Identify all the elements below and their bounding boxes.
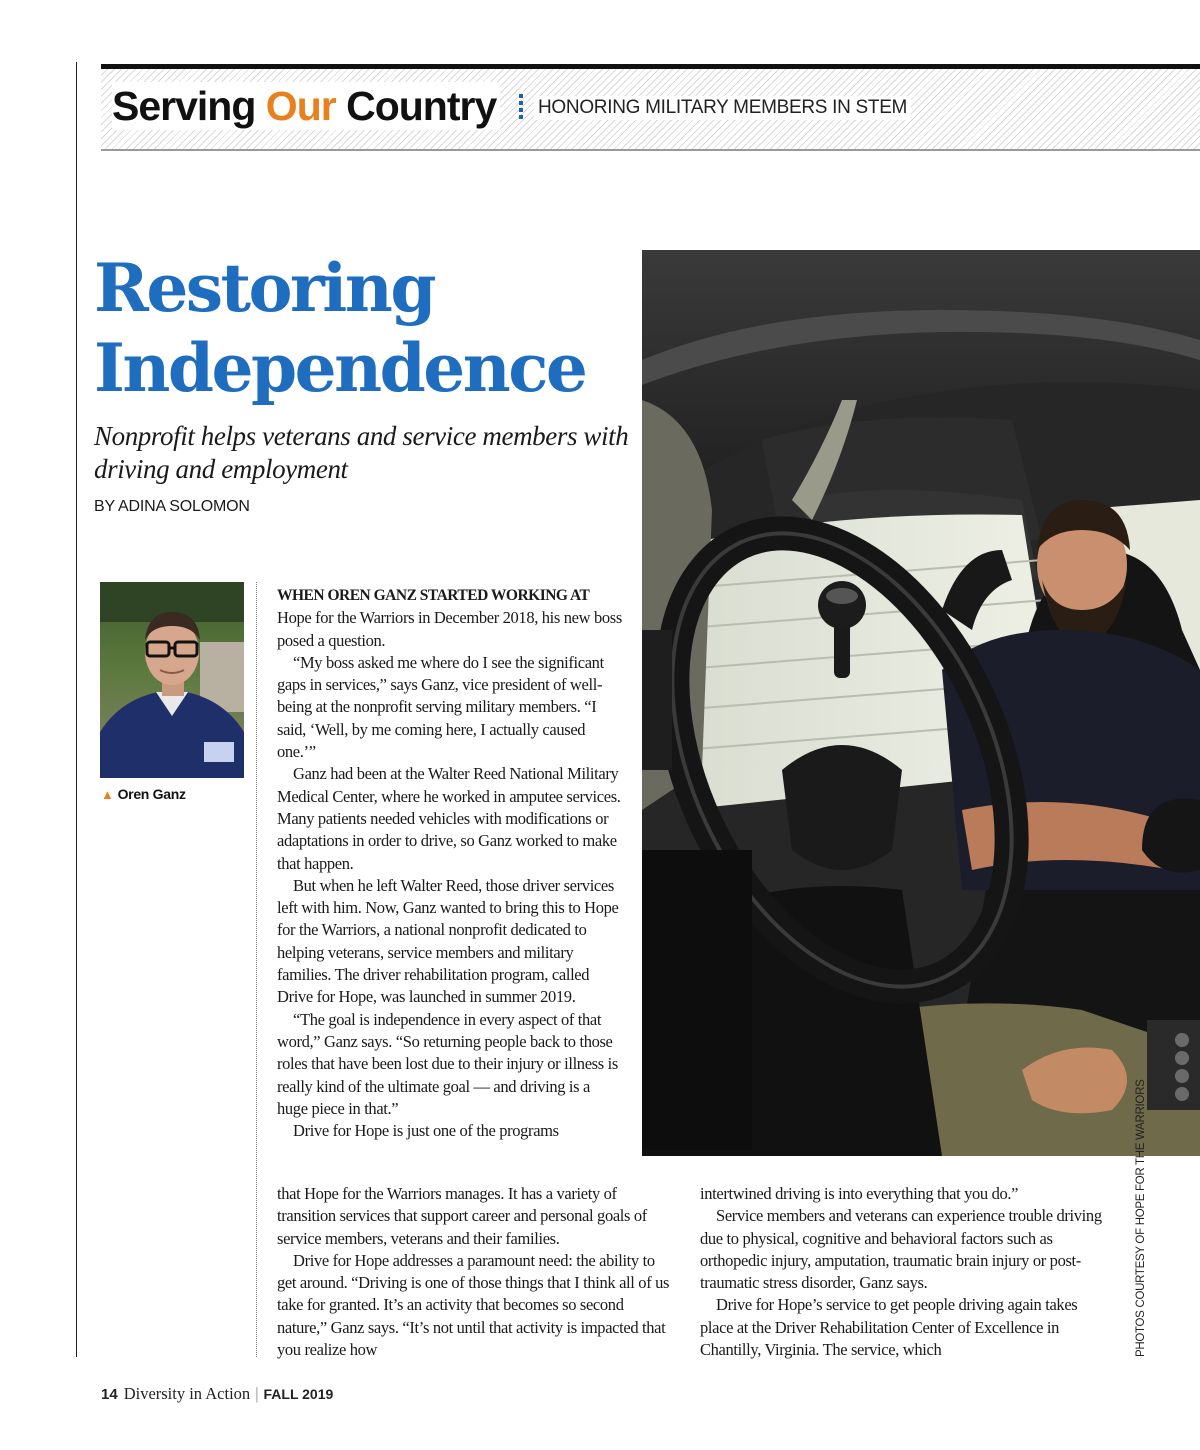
issue-label: FALL 2019 [263, 1386, 334, 1402]
body-paragraph-8: Service members and veterans can experience trouble driving due to physical, cognitive and behavioral factors such as orthopedic injury, amputation, traumatic brain injury or post-traumatic stress disorder, Ganz says. [700, 1206, 1102, 1293]
photo-credit: PHOTOS COURTESY OF HOPE FOR THE WARRIORS [1135, 1079, 1147, 1357]
paragraph-1-text: Hope for the Warriors in December 2018, his new boss posed a question. [277, 608, 622, 650]
banner-dotted-separator [519, 94, 523, 122]
body-paragraph-6-rest: that Hope for the Warriors manages. It has a variety of transition services that support career and personal goals of service members, veterans and their families. [277, 1184, 647, 1248]
body-paragraph-7: Drive for Hope addresses a paramount need: the ability to get around. “Driving is one of those things that I think all of us take for granted. It’s an activity that becomes so second nature,” Ganz says. “It’s not until that activity is impacted that you realize how [277, 1250, 670, 1360]
headline-line-2: Independence [94, 329, 586, 407]
publication-name: Diversity in Action [123, 1384, 251, 1403]
triangle-marker-icon: ▲ [101, 787, 114, 802]
body-paragraph-3: Ganz had been at the Walter Reed National Military Medical Center, where he worked in amputee services. Many patients needed vehicles with modifications or adaptations in order to drive, so Ganz worked to make that happen. [277, 764, 621, 873]
page-footer [101, 1384, 333, 1404]
section-title [112, 82, 500, 130]
lead-in-text: WHEN OREN GANZ STARTED WORKING AT [277, 587, 590, 604]
section-title-word-2: Our [265, 83, 336, 129]
body-paragraph-9: Drive for Hope’s service to get people driving again takes place at the Driver Rehabilitation Center of Excellence in Chantilly, Virginia. The service, which [700, 1295, 1078, 1360]
section-title-word-3: Country [346, 83, 497, 129]
body-column-1 [277, 584, 622, 1142]
body-paragraph-5: “The goal is independence in every aspect of that word,” Ganz says. “So returning people back to those roles that have been lost due to their injury or illness is really kind of the ultimate goal — and driving is a huge piece in that.” [277, 1009, 618, 1118]
portrait-caption-text: Oren Ganz [117, 786, 186, 802]
body-paragraph-1 [277, 584, 622, 652]
body-paragraph-7-continued: intertwined driving is into everything that you do.” [700, 1184, 1019, 1203]
section-subtitle: HONORING MILITARY MEMBERS IN STEM [534, 96, 911, 120]
left-margin-rule [76, 62, 77, 1357]
portrait-photo-oren-ganz [100, 582, 244, 778]
headline-line-1: Restoring [94, 249, 434, 327]
page-number: 14 [101, 1386, 118, 1403]
main-photo-driver-seat [642, 250, 1200, 1156]
portrait-caption [101, 786, 186, 802]
section-title-word-1: Serving [112, 83, 256, 129]
body-paragraph-6-start: Drive for Hope is just one of the programs [293, 1121, 559, 1141]
body-paragraph-2: “My boss asked me where do I see the significant gaps in services,” says Ganz, vice president of well-being at the nonprofit serving military members. “I said, ‘Well, by me coming here, I actually caused one.’” [277, 652, 604, 762]
article-headline [94, 248, 585, 408]
body-column-1-lower [277, 1183, 672, 1361]
body-paragraph-4: But when he left Walter Reed, those driver services left with him. Now, Ganz wanted to bring this to Hope for the Warriors, a national nonprofit dedicated to helping veterans, service members and military families. The driver rehabilitation program, called Drive for Hope, was launched in summer 2019. [277, 875, 619, 1007]
article-byline: BY ADINA SOLOMON [94, 498, 250, 515]
banner-bottom-rule [101, 149, 1200, 151]
column-divider [256, 582, 257, 1357]
body-column-2 [700, 1183, 1110, 1361]
article-dek: Nonprofit helps veterans and service members with driving and employment [94, 421, 629, 484]
footer-divider: | [255, 1384, 259, 1403]
